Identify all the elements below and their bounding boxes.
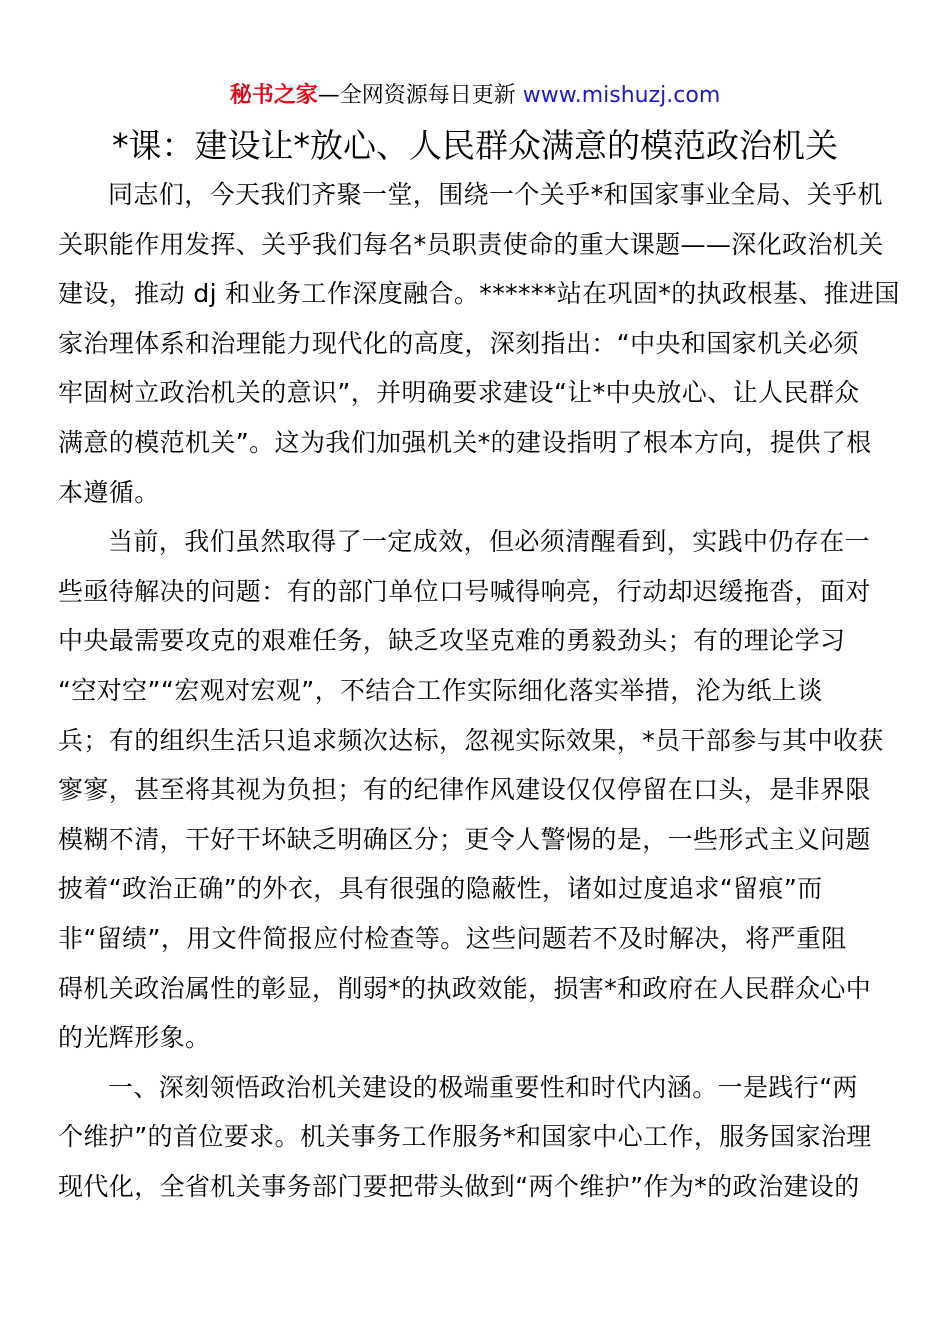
text-line: 当前，我们虽然取得了一定成效，但必须清醒看到，实践中仍存在一 <box>108 527 871 557</box>
text-line: 的光辉形象。 <box>58 1023 211 1053</box>
document-body <box>58 170 900 1211</box>
text-line: 个维护”的首位要求。机关事务工作服务*和国家中心工作，服务国家治理 <box>58 1122 872 1152</box>
document-title: *课：建设让*放心、人民群众满意的模范政治机关 <box>112 126 838 165</box>
text-line: 兵；有的组织生活只追求频次达标，忽视实际效果，*员干部参与其中收获 <box>58 725 884 755</box>
text-line: 一、深刻领悟政治机关建设的极端重要性和时代内涵。一是践行“两 <box>108 1072 858 1102</box>
site-header <box>0 80 950 112</box>
text-line: 披着“政治正确”的外衣，具有很强的隐蔽性，诸如过度追求“留痕”而 <box>58 874 823 904</box>
paragraph-2 <box>58 517 890 1063</box>
text-line: 满意的模范机关”。这为我们加强机关*的建设指明了根本方向，提供了根 <box>58 427 872 457</box>
text-line: 建设，推动 dj 和业务工作深度融合。******站在巩固*的执政根基、推进国 <box>58 279 900 309</box>
text-line: 些亟待解决的问题：有的部门单位口号喊得响亮，行动却迟缓拖沓，面对 <box>58 576 871 606</box>
text-line: “空对空”“宏观对宏观”，不结合工作实际细化落实举措，沦为纸上谈 <box>58 675 823 705</box>
text-line: 寥寥，甚至将其视为负担；有的纪律作风建设仅仅停留在口头，是非界限 <box>58 775 871 805</box>
site-url-link[interactable]: www.mishuzj.com <box>522 83 721 108</box>
site-tagline: —全网资源每日更新 <box>317 83 523 108</box>
text-line: 非“留绩”，用文件简报应付检查等。这些问题若不及时解决，将严重阻 <box>58 923 847 953</box>
text-line: 模糊不清，干好干坏缺乏明确区分；更令人警惕的是，一些形式主义问题 <box>58 824 871 854</box>
paragraph-3 <box>58 1063 890 1212</box>
text-line: 中央最需要攻克的艰难任务，缺乏攻坚克难的勇毅劲头；有的理论学习 <box>58 626 846 656</box>
text-line: 牢固树立政治机关的意识”，并明确要求建设“让*中央放心、让人民群众 <box>58 378 860 408</box>
text-line: 同志们，今天我们齐聚一堂，围绕一个关乎*和国家事业全局、关乎机 <box>108 180 883 209</box>
paragraph-1 <box>58 170 900 517</box>
text-line: 关职能作用发挥、关乎我们每名*员职责使命的重大课题——深化政治机关 <box>58 229 884 259</box>
text-line: 碍机关政治属性的彰显，削弱*的执政效能，损害*和政府在人民群众心中 <box>58 973 872 1003</box>
text-line: 家治理体系和治理能力现代化的高度，深刻指出：“中央和国家机关必须 <box>58 328 859 358</box>
text-line: 本遵循。 <box>58 477 160 507</box>
text-line: 现代化，全省机关事务部门要把带头做到“两个维护”作为*的政治建设的 <box>58 1171 860 1201</box>
site-brand: 秘书之家 <box>229 83 318 108</box>
